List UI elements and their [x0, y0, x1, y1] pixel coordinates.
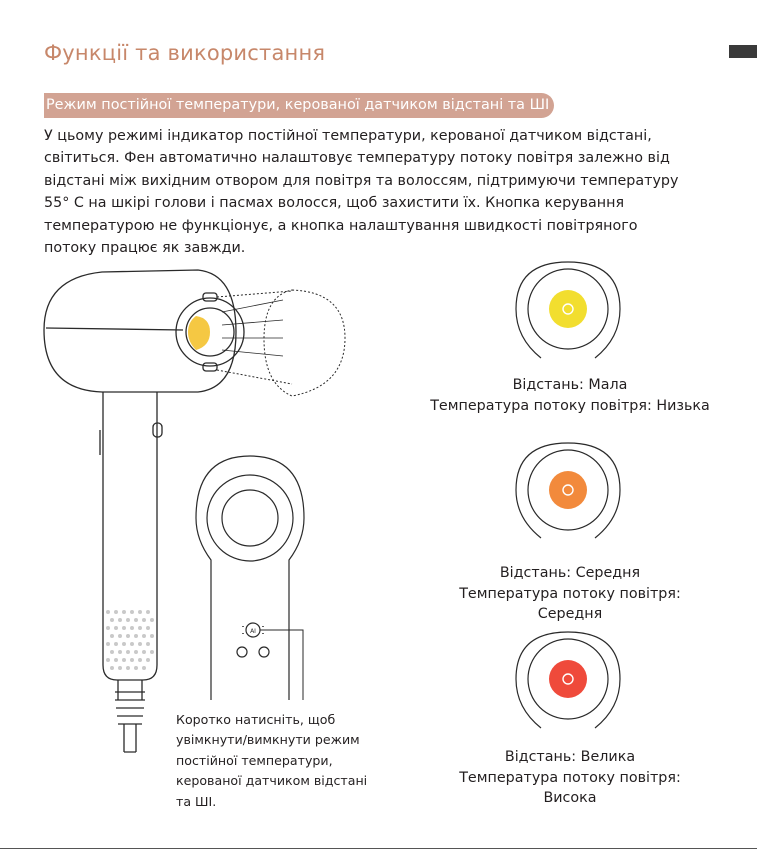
- page-tab-marker: [729, 45, 757, 58]
- state-view-high: [516, 632, 620, 728]
- indicator-high: [549, 660, 587, 698]
- footer-rule: [0, 848, 757, 849]
- ai-button-hint: Коротко натисніть, щоб увімкнути/вимкнути режим постійної температури, керованої датчиком відстані та ШІ.: [176, 712, 368, 809]
- state-caption-high: Відстань: Велика Температура потоку повітря: Висока: [459, 749, 681, 806]
- state-caption-low: Відстань: Мала Температура потоку повітря: Низька: [430, 377, 710, 414]
- indicator-medium: [549, 471, 587, 509]
- state-view-medium: [516, 443, 620, 538]
- ai-button[interactable]: AI: [250, 628, 256, 635]
- state-view-low: [516, 262, 620, 358]
- indicator-low: [549, 290, 587, 328]
- state-caption-medium: Відстань: Середня Температура потоку повітря: Середня: [459, 565, 681, 622]
- hair-dryer-back-view: [196, 456, 304, 700]
- mode-description: У цьому режимі індикатор постійної температури, керованої датчиком відстані, світиться. Фен автоматично налаштовує температуру потоку повітря залежно від відстані між вихідним отвором для повітря та волоссям, підтримуючи температуру 55° C на шкірі голови і пасмах волосся, щоб захистити їх. Кнопка керування температурою не функціонує, а кнопка налаштування швидкості повітряного потоку працює як завжди.: [44, 128, 679, 257]
- section-title: Функції та використання: [44, 41, 326, 65]
- mode-badge: Режим постійної температури, керованої датчиком відстані та ШІ: [44, 93, 554, 118]
- handle-grille: [106, 610, 154, 670]
- sensor-light-indicator: [188, 316, 210, 350]
